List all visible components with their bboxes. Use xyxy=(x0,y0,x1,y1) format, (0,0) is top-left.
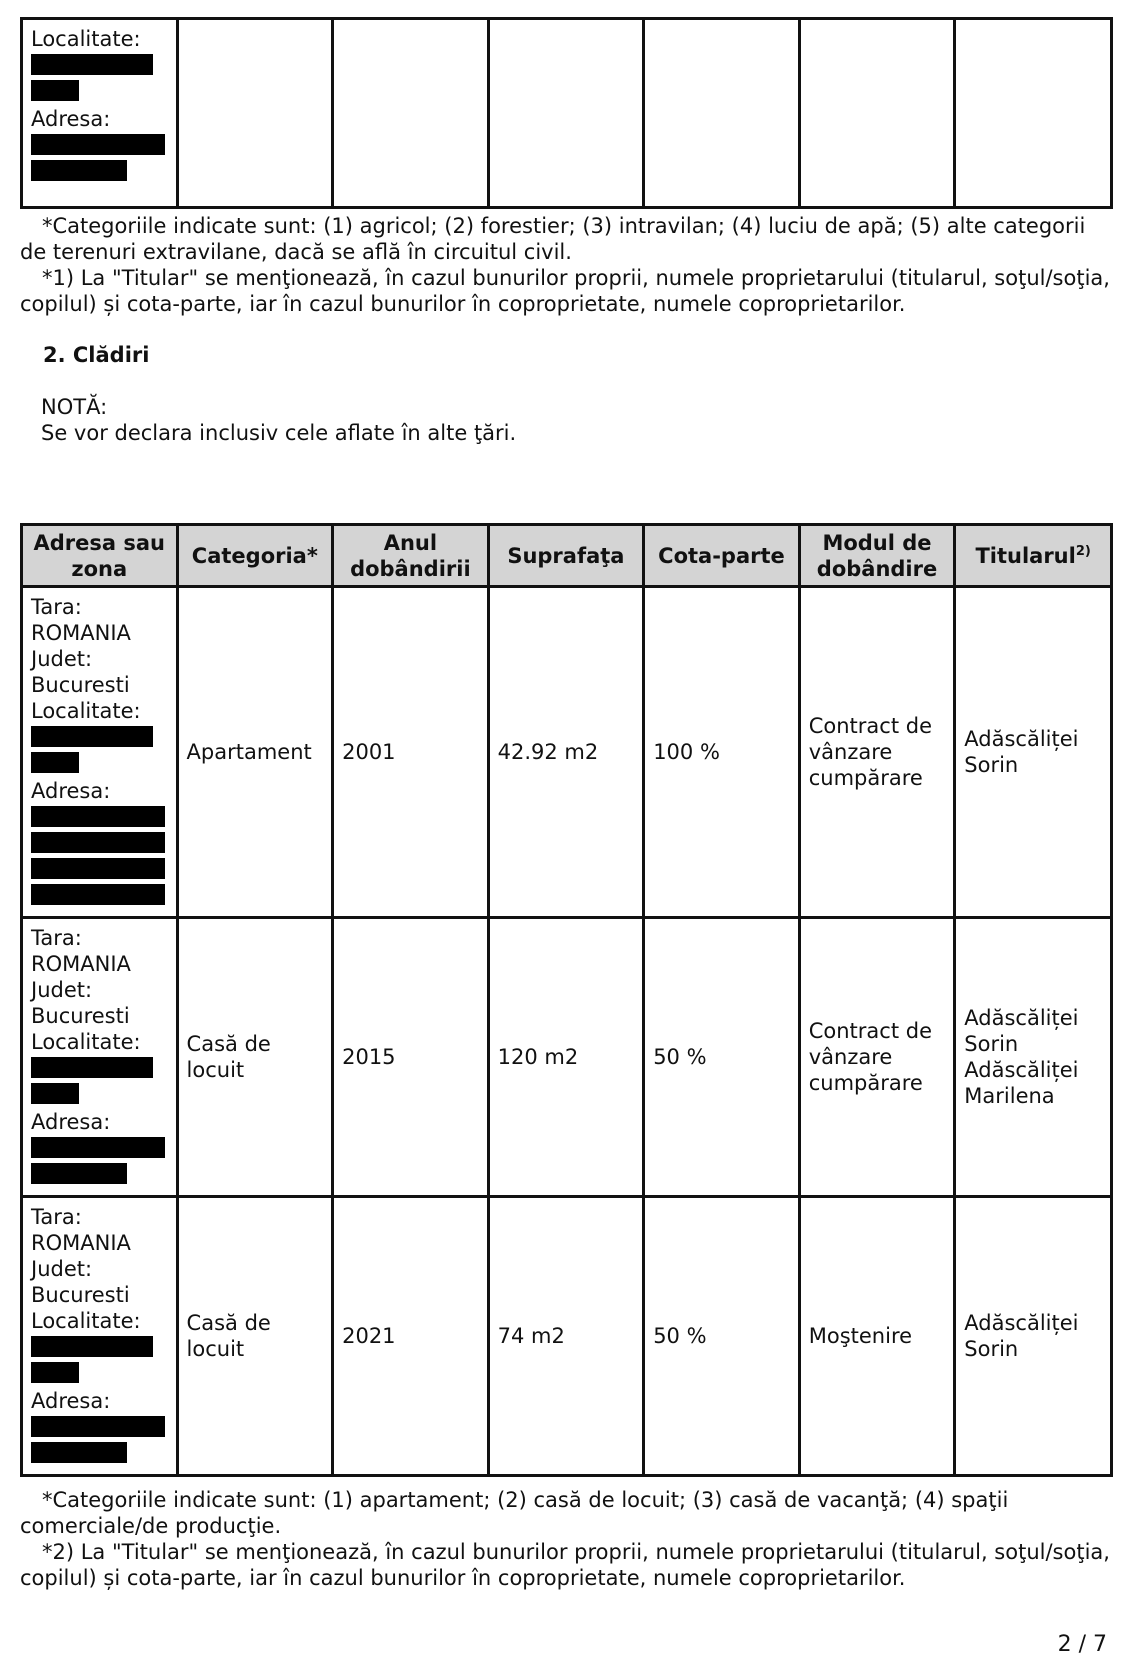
modul-cell: Contract de vânzare cumpărare xyxy=(799,918,955,1197)
adresa-label: Adresa: xyxy=(31,107,111,131)
redaction-block xyxy=(31,1137,165,1158)
nota-block xyxy=(41,394,1111,446)
redaction-block xyxy=(31,1057,153,1078)
tara-value: ROMANIA xyxy=(31,621,131,645)
modul-cell: Moştenire xyxy=(799,1197,955,1476)
table-row xyxy=(22,587,1112,918)
note-titular: *2) La "Titular" se menţionează, în cazul bunurilor proprii, numele proprietarului (titularul, soţul/soţia, copilul) și cota-parte, iar în cazul bunurilor în coproprietate, numele coproprietarilor. xyxy=(20,1540,1110,1590)
header-cota: Cota-parte xyxy=(644,525,800,587)
header-modul: Modul de dobândire xyxy=(799,525,955,587)
judet-label: Judet: xyxy=(31,647,93,671)
adresa-label: Adresa: xyxy=(31,1110,111,1134)
table-row xyxy=(22,19,1112,208)
redaction-block xyxy=(31,858,165,879)
redaction-block xyxy=(31,1442,127,1463)
categoria-cell: Apartament xyxy=(177,587,333,918)
note-categorii: *Categoriile indicate sunt: (1) apartament; (2) casă de locuit; (3) casă de vacanţă; (4) spaţii comerciale/de producţie. xyxy=(20,1488,1009,1538)
table-header-row xyxy=(22,525,1112,587)
empty-cell xyxy=(333,19,489,208)
tara-value: ROMANIA xyxy=(31,952,131,976)
header-titular-text: Titularul xyxy=(975,543,1076,568)
suprafata-cell: 42.92 m2 xyxy=(488,587,644,918)
categoria-cell: Casă de locuit xyxy=(177,918,333,1197)
tara-label: Tara: xyxy=(31,595,82,619)
terenuri-table-continued xyxy=(20,17,1113,209)
judet-label: Judet: xyxy=(31,978,93,1002)
tara-value: ROMANIA xyxy=(31,1231,131,1255)
cladiri-notes xyxy=(20,1487,1113,1591)
redaction-block xyxy=(31,160,127,181)
empty-cell xyxy=(488,19,644,208)
redaction-block xyxy=(31,832,165,853)
redaction-block xyxy=(31,1416,165,1437)
titular-cell: Adăscăliței Sorin xyxy=(955,1197,1112,1476)
note-titular: *1) La "Titular" se menţionează, în cazul bunurilor proprii, numele proprietarului (titularul, soţul/soţia, copilul) și cota-parte, iar în cazul bunurilor în coproprietate, numele coproprietarilor. xyxy=(20,266,1110,316)
redaction-block xyxy=(31,752,79,773)
cladiri-table xyxy=(20,523,1113,1477)
redaction-block xyxy=(31,80,79,101)
header-titular-sup: 2) xyxy=(1075,543,1091,559)
redaction-block xyxy=(31,806,165,827)
cota-cell: 50 % xyxy=(644,918,800,1197)
localitate-label: Localitate: xyxy=(31,699,141,723)
localitate-label: Localitate: xyxy=(31,27,141,51)
judet-value: Bucuresti xyxy=(31,1283,130,1307)
redaction-block xyxy=(31,1083,79,1104)
suprafata-cell: 74 m2 xyxy=(488,1197,644,1476)
address-cell xyxy=(22,587,178,918)
redaction-block xyxy=(31,134,165,155)
header-titular xyxy=(955,525,1112,587)
nota-text: Se vor declara inclusiv cele aflate în alte ţări. xyxy=(41,421,517,445)
tara-label: Tara: xyxy=(31,1205,82,1229)
address-cell xyxy=(22,918,178,1197)
localitate-label: Localitate: xyxy=(31,1030,141,1054)
cota-cell: 100 % xyxy=(644,587,800,918)
header-categoria: Categoria* xyxy=(177,525,333,587)
tara-label: Tara: xyxy=(31,926,82,950)
header-suprafata: Suprafaţa xyxy=(488,525,644,587)
anul-cell: 2001 xyxy=(333,587,489,918)
judet-value: Bucuresti xyxy=(31,673,130,697)
redaction-block xyxy=(31,54,153,75)
table-row xyxy=(22,1197,1112,1476)
redaction-block xyxy=(31,1163,127,1184)
titular-cell: Adăscăliței Sorin xyxy=(955,587,1112,918)
redaction-block xyxy=(31,1362,79,1383)
section-title: 2. Clădiri xyxy=(43,343,150,367)
empty-cell xyxy=(644,19,800,208)
empty-cell xyxy=(799,19,955,208)
empty-cell xyxy=(177,19,333,208)
suprafata-cell: 120 m2 xyxy=(488,918,644,1197)
page-number: 2 / 7 xyxy=(1057,1632,1107,1657)
judet-value: Bucuresti xyxy=(31,1004,130,1028)
address-cell xyxy=(22,19,178,208)
judet-label: Judet: xyxy=(31,1257,93,1281)
note-categorii: *Categoriile indicate sunt: (1) agricol; (2) forestier; (3) intravilan; (4) luciu de apă; (5) alte categorii de terenuri extravilane, dacă se află în circuitul civil. xyxy=(20,214,1086,264)
adresa-label: Adresa: xyxy=(31,1389,111,1413)
titular-cell: Adăscăliței Sorin Adăscăliței Marilena xyxy=(955,918,1112,1197)
nota-label: NOTĂ: xyxy=(41,395,108,419)
cota-cell: 50 % xyxy=(644,1197,800,1476)
adresa-label: Adresa: xyxy=(31,779,111,803)
modul-cell: Contract de vânzare cumpărare xyxy=(799,587,955,918)
redaction-block xyxy=(31,1336,153,1357)
anul-cell: 2021 xyxy=(333,1197,489,1476)
header-adresa: Adresa sau zona xyxy=(22,525,178,587)
redaction-block xyxy=(31,884,165,905)
table-row xyxy=(22,918,1112,1197)
anul-cell: 2015 xyxy=(333,918,489,1197)
terenuri-notes xyxy=(20,213,1113,317)
header-anul: Anul dobândirii xyxy=(333,525,489,587)
localitate-label: Localitate: xyxy=(31,1309,141,1333)
categoria-cell: Casă de locuit xyxy=(177,1197,333,1476)
redaction-block xyxy=(31,726,153,747)
empty-cell xyxy=(955,19,1112,208)
address-cell xyxy=(22,1197,178,1476)
